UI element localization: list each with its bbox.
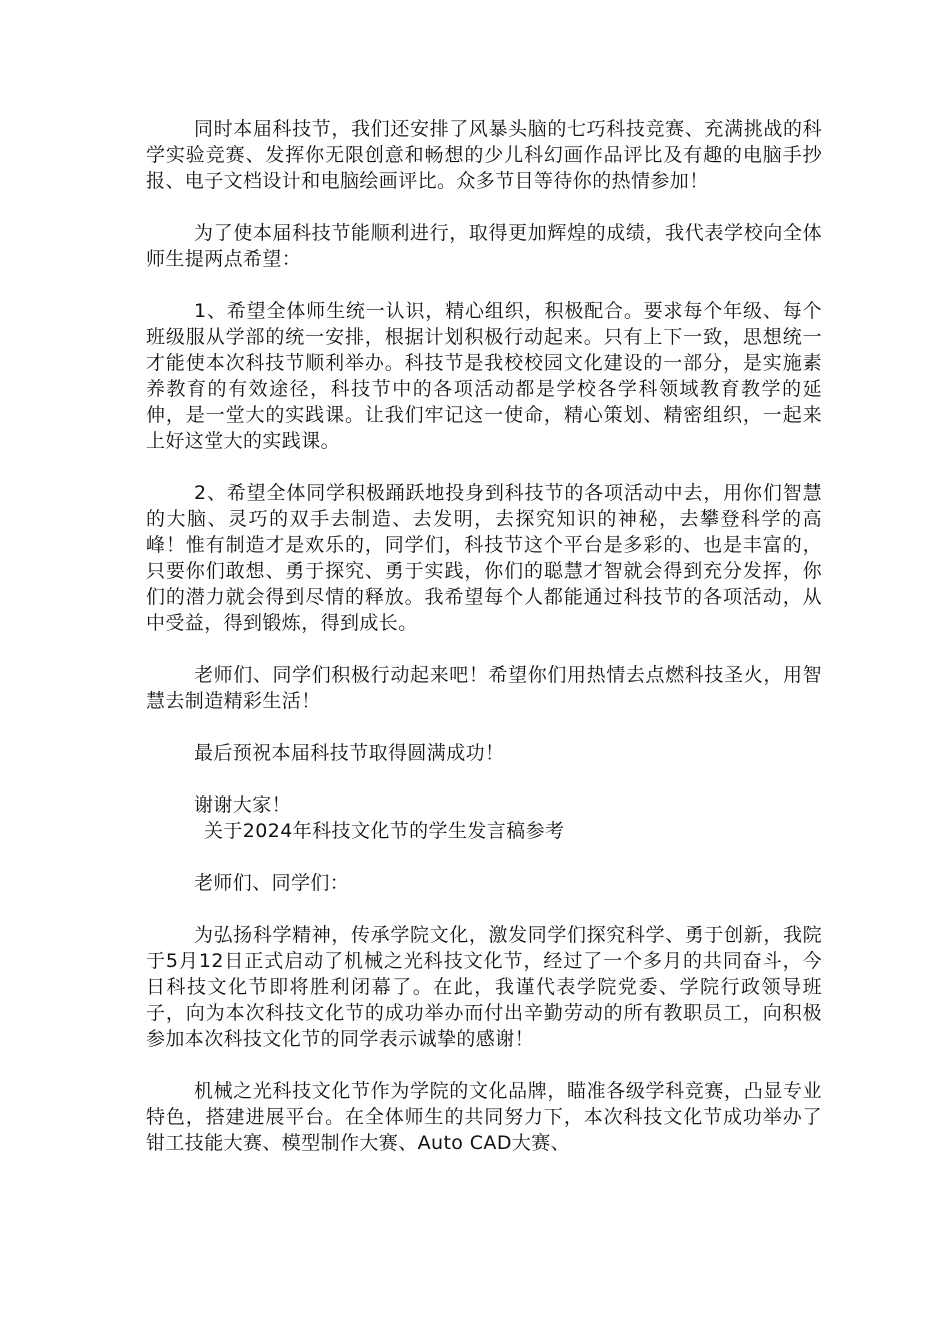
paragraph-greeting: 老师们、同学们：: [194, 872, 350, 894]
paragraph-opening: 为弘扬科学精神，传承学院文化，激发同学们探究科学、勇于创新，我院于5月12日正式启动了机械之光科技文化节，经过了一个多月的共同奋斗，今日科技文化节即将胜利闭幕了。在此，我谨代表学院党委、学院行政领导班子，向为本次科技文化节的成功举办而付出辛勤劳动的所有教职员工，向积极参加本次科技文化节的同学表示诚挚的感谢！: [146, 924, 822, 1050]
paragraph-brand: 机械之光科技文化节作为学院的文化品牌，瞄准各级学科竞赛，凸显专业特色，搭建进展平台。在全体师生的共同努力下，本次科技文化节成功举办了钳工技能大赛、模型制作大赛、Auto CAD大赛、: [146, 1080, 822, 1154]
document-body: [146, 116, 822, 1182]
paragraph-wish: 最后预祝本届科技节取得圆满成功！: [194, 742, 505, 764]
paragraph-hope-1: 1、希望全体师生统一认识，精心组织，积极配合。要求每个年级、每个班级服从学部的统一安排，根据计划积极行动起来。只有上下一致，思想统一才能使本次科技节顺利举办。科技节是我校校园文化建设的一部分，是实施素养教育的有效途径，科技节中的各项活动都是学校各学科领域教育教学的延伸，是一堂大的实践课。让我们牢记这一使命，精心策划、精密组织，一起来上好这堂大的实践课。: [146, 300, 822, 452]
paragraph-thanks: 谢谢大家！: [194, 794, 292, 816]
document-title: 关于2024年科技文化节的学生发言稿参考: [204, 820, 565, 842]
paragraph-activities: 同时本届科技节，我们还安排了风暴头脑的七巧科技竞赛、充满挑战的科学实验竞赛、发挥你无限创意和畅想的少儿科幻画作品评比及有趣的电脑手抄报、电子文档设计和电脑绘画评比。众多节目等待你的热情参加！: [146, 118, 822, 192]
paragraph-call-to-action: 老师们、同学们积极行动起来吧！希望你们用热情去点燃科技圣火，用智慧去制造精彩生活！: [146, 664, 822, 712]
paragraph-hopes-intro: 为了使本届科技节能顺利进行，取得更加辉煌的成绩，我代表学校向全体师生提两点希望：: [146, 222, 822, 270]
paragraph-hope-2: 2、希望全体同学积极踊跃地投身到科技节的各项活动中去，用你们智慧的大脑、灵巧的双手去制造、去发明，去探究知识的神秘，去攀登科学的高峰！惟有制造才是欢乐的，同学们，科技节这个平台是多彩的、也是丰富的，只要你们敢想、勇于探究、勇于实践，你们的聪慧才智就会得到充分发挥，你们的潜力就会得到尽情的释放。我希望每个人都能通过科技节的各项活动，从中受益，得到锻炼，得到成长。: [146, 482, 822, 634]
